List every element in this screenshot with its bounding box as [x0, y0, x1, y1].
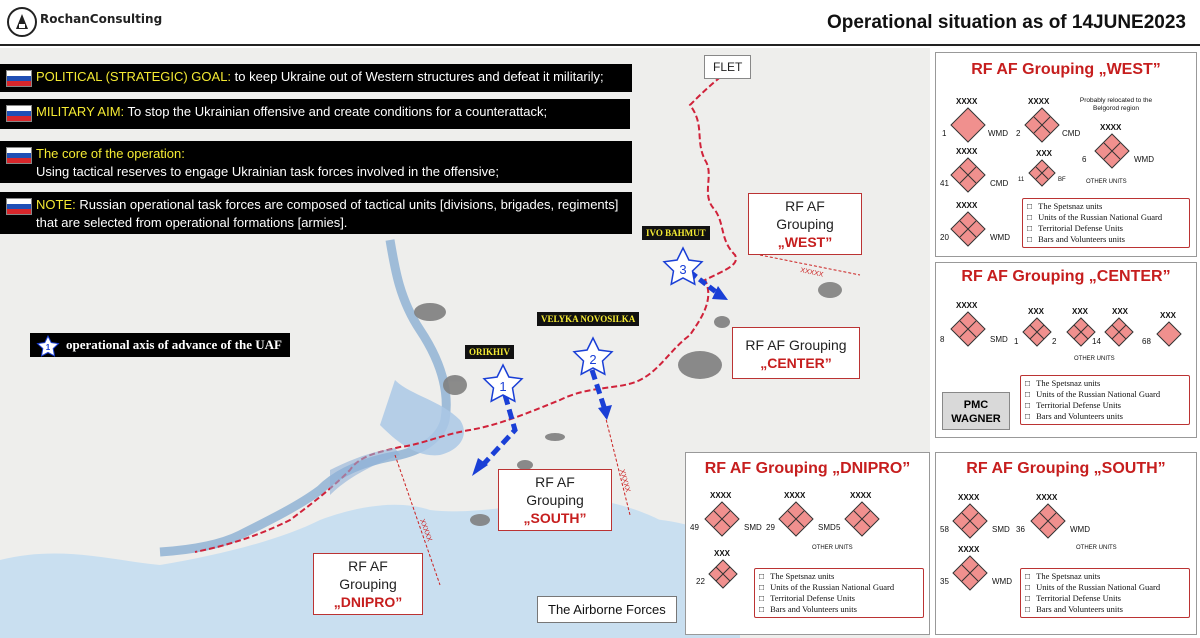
unit-west-2-echelon: XXXX [1028, 97, 1050, 106]
unit-symbol-west-41 [950, 157, 986, 193]
list-item: □ Bars and Volunteers units [1027, 234, 1185, 245]
panel-west-title: RF AF Grouping „WEST” [971, 61, 1161, 78]
unit-dnipro-22-number: 22 [696, 577, 705, 586]
flet-label: FLET [704, 55, 751, 79]
unit-symbol-south-35 [952, 555, 988, 591]
list-item: □ The Spetsnaz units [1025, 378, 1185, 389]
panel-west-unit-list [1022, 198, 1190, 248]
rochan-logo-icon [6, 6, 38, 38]
unit-dnipro-29-type: SMD [818, 523, 836, 532]
political-goal-banner [0, 64, 632, 92]
unit-center-8-type: SMD [990, 335, 1008, 344]
header-bar [0, 0, 1200, 46]
unit-symbol-west-1 [950, 107, 986, 143]
unit-west-1-type: WMD [988, 129, 1008, 138]
list-item: □ The Spetsnaz units [759, 571, 919, 582]
unit-west-41-echelon: XXXX [956, 147, 978, 156]
boundary-mark-1: XXXXX [799, 267, 824, 279]
russia-flag-icon [6, 198, 32, 215]
note-banner [0, 192, 632, 234]
core-operation-banner [0, 141, 632, 183]
velyka-novosilka-label: VELYKA NOVOSILKA [537, 312, 639, 326]
unit-west-20-number: 20 [940, 233, 949, 242]
unit-symbol-center-1 [1022, 317, 1052, 347]
unit-south-36-echelon: XXXX [1036, 493, 1058, 502]
callout-center [732, 327, 860, 379]
list-item: □ Territorial Defense Units [1027, 223, 1185, 234]
political-goal-text: to keep Ukraine out of Western structures and defeat it militarily; [231, 69, 604, 84]
unit-center-68-number: 68 [1142, 337, 1151, 346]
callout-south [498, 469, 612, 531]
list-item: □ Territorial Defense Units [1025, 400, 1185, 411]
callout-west-line1: RF AF Grouping [776, 198, 834, 232]
unit-center-1-echelon: XXX [1028, 307, 1045, 316]
panel-dnipro [685, 452, 930, 635]
unit-center-14-number: 14 [1092, 337, 1101, 346]
boundary-mark-2: XXXXX [618, 468, 631, 494]
unit-symbol-west-20 [950, 211, 986, 247]
unit-south-35-type: WMD [992, 577, 1012, 586]
panel-dnipro-other-units: OTHER UNITS [812, 545, 853, 551]
callout-center-line2: „CENTER” [760, 355, 832, 371]
svg-text:2: 2 [589, 352, 597, 367]
pmc-wagner-box: PMC WAGNER [942, 392, 1010, 430]
unit-center-2-number: 2 [1052, 337, 1057, 346]
callout-dnipro [313, 553, 423, 615]
military-aim-banner [0, 99, 630, 129]
boundary-mark-3: XXXXX [418, 518, 433, 543]
list-item: □ Territorial Defense Units [1025, 593, 1185, 604]
unit-west-6-number: 6 [1082, 155, 1087, 164]
unit-center-8-echelon: XXXX [956, 301, 978, 310]
unit-symbol-west-11 [1028, 159, 1056, 187]
callout-dnipro-line1: RF AF Grouping [339, 558, 397, 592]
panel-south [935, 452, 1197, 635]
unit-west-6-type: WMD [1134, 155, 1154, 164]
unit-south-58-echelon: XXXX [958, 493, 980, 502]
list-item: □ Bars and Volunteers units [759, 604, 919, 615]
panel-dnipro-unit-list [754, 568, 924, 618]
unit-west-11-number: 11 [1018, 177, 1025, 183]
unit-dnipro-5-number: 5 [836, 523, 841, 532]
russia-flag-icon [6, 70, 32, 87]
unit-symbol-dnipro-5 [844, 501, 880, 537]
panel-south-unit-list [1020, 568, 1190, 618]
unit-west-11-type: BF [1058, 177, 1066, 183]
unit-center-2-echelon: XXX [1072, 307, 1089, 316]
unit-symbol-dnipro-22 [708, 559, 738, 589]
list-item: □ Units of the Russian National Guard [1027, 212, 1185, 223]
unit-west-1-echelon: XXXX [956, 97, 978, 106]
callout-south-line1: RF AF Grouping [526, 474, 584, 508]
unit-west-2-type: CMD [1062, 129, 1081, 138]
russia-flag-icon [6, 105, 32, 122]
list-item: □ Units of the Russian National Guard [759, 582, 919, 593]
svg-text:1: 1 [45, 343, 51, 352]
unit-symbol-south-58 [952, 503, 988, 539]
unit-dnipro-49-number: 49 [690, 523, 699, 532]
unit-west-41-number: 41 [940, 179, 949, 188]
unit-dnipro-49-type: SMD [744, 523, 762, 532]
unit-center-14-echelon: XXX [1112, 307, 1129, 316]
political-goal-label: POLITICAL (STRATEGIC) GOAL: [36, 69, 232, 84]
ivo-bahmut-label: IVO BAHMUT [642, 226, 710, 240]
military-aim-text: To stop the Ukrainian offensive and create conditions for a counterattack; [124, 104, 548, 119]
core-operation-text: Using tactical reserves to engage Ukrainian task forces involved in the offensive; [36, 164, 499, 179]
unit-west-2-number: 2 [1016, 129, 1021, 138]
unit-west-1-number: 1 [942, 129, 947, 138]
military-aim-label: MILITARY AIM: [36, 104, 125, 119]
panel-west-other-units: OTHER UNITS [1086, 179, 1127, 185]
unit-west-11-echelon: XXX [1036, 149, 1053, 158]
list-item: □ Bars and Volunteers units [1025, 604, 1185, 615]
unit-center-8-number: 8 [940, 335, 945, 344]
unit-dnipro-29-echelon: XXXX [784, 491, 806, 500]
unit-symbol-west-2 [1024, 107, 1060, 143]
unit-west-20-type: WMD [990, 233, 1010, 242]
list-item: □ Territorial Defense Units [759, 593, 919, 604]
list-item: □ The Spetsnaz units [1027, 201, 1185, 212]
callout-west-line2: „WEST” [777, 234, 833, 250]
panel-west [935, 52, 1197, 257]
panel-center-other-units: OTHER UNITS [1074, 356, 1115, 362]
list-item: □ Units of the Russian National Guard [1025, 389, 1185, 400]
unit-dnipro-5-echelon: XXXX [850, 491, 872, 500]
brand-name: RochanConsulting [40, 12, 163, 26]
unit-symbol-west-6 [1094, 133, 1130, 169]
callout-south-line2: „SOUTH” [523, 510, 587, 526]
panel-south-other-units: OTHER UNITS [1076, 545, 1117, 551]
core-operation-label: The core of the operation: [36, 146, 185, 161]
unit-symbol-center-14 [1104, 317, 1134, 347]
page-title: Operational situation as of 14JUNE2023 [826, 12, 1186, 33]
callout-center-line1: RF AF Grouping [745, 337, 847, 353]
unit-south-35-number: 35 [940, 577, 949, 586]
unit-symbol-center-68 [1156, 321, 1182, 347]
unit-symbol-dnipro-49 [704, 501, 740, 537]
unit-symbol-center-8 [950, 311, 986, 347]
unit-south-58-number: 58 [940, 525, 949, 534]
panel-center-title: RF AF Grouping „CENTER” [961, 268, 1171, 285]
list-item: □ The Spetsnaz units [1025, 571, 1185, 582]
unit-center-1-number: 1 [1014, 337, 1019, 346]
panel-center-unit-list [1020, 375, 1190, 425]
unit-south-35-echelon: XXXX [958, 545, 980, 554]
svg-text:3: 3 [679, 262, 687, 277]
unit-south-36-number: 36 [1016, 525, 1025, 534]
panel-dnipro-title: RF AF Grouping „DNIPRO” [704, 460, 911, 477]
unit-dnipro-22-echelon: XXX [714, 549, 731, 558]
axis-legend [30, 333, 290, 357]
note-label: NOTE: [36, 197, 76, 212]
axis-legend-label: operational axis of advance of the UAF [66, 337, 282, 352]
list-item: □ Bars and Volunteers units [1025, 411, 1185, 422]
unit-symbol-south-36 [1030, 503, 1066, 539]
unit-west-41-type: CMD [990, 179, 1009, 188]
panel-south-title: RF AF Grouping „SOUTH” [966, 460, 1166, 477]
unit-west-20-echelon: XXXX [956, 201, 978, 210]
callout-west [748, 193, 862, 255]
unit-south-36-type: WMD [1070, 525, 1090, 534]
unit-dnipro-49-echelon: XXXX [710, 491, 732, 500]
unit-symbol-dnipro-29 [778, 501, 814, 537]
note-text: Russian operational task forces are composed of tactical units [divisions, brigades, regiments] that are selected from operational formations [armies]. [36, 197, 619, 230]
axis-star-icon [36, 335, 60, 357]
panel-west-note: Probably relocated to the Belgorod region [1079, 97, 1153, 112]
unit-dnipro-29-number: 29 [766, 523, 775, 532]
callout-dnipro-line2: „DNIPRO” [333, 594, 403, 610]
svg-text:1: 1 [499, 379, 507, 394]
airborne-forces-label: The Airborne Forces [537, 596, 677, 623]
unit-west-6-echelon: XXXX [1100, 123, 1122, 132]
russia-flag-icon [6, 147, 32, 164]
list-item: □ Units of the Russian National Guard [1025, 582, 1185, 593]
orikhiv-label: ORIKHIV [465, 345, 514, 359]
unit-center-68-echelon: XXX [1160, 311, 1177, 320]
unit-south-58-type: SMD [992, 525, 1010, 534]
